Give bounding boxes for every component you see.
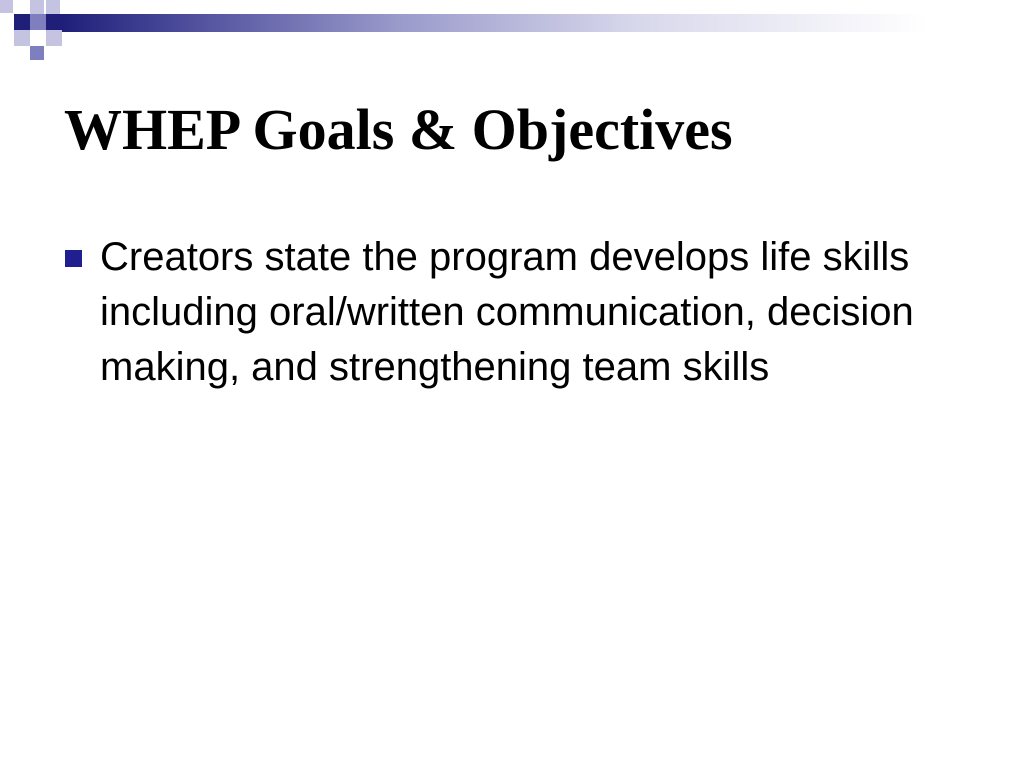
decor-square (46, 14, 62, 30)
square-bullet-icon (65, 250, 82, 267)
decor-square (0, 0, 13, 13)
decor-square (46, 30, 62, 46)
bullet-item (64, 230, 984, 395)
decor-square (14, 30, 30, 46)
bullet-text: Creators state the program develops life skills including oral/written communication, decision making, and strengthening team skills (100, 235, 914, 389)
slide-title: WHEP Goals & Objectives (64, 97, 733, 162)
header-gradient-band (62, 14, 1024, 32)
decor-square (30, 14, 46, 30)
decor-square (14, 14, 30, 30)
corner-decoration (0, 0, 80, 64)
decor-square (30, 0, 44, 14)
bullet-list (64, 230, 984, 395)
decor-square (30, 46, 44, 60)
decor-square (46, 0, 60, 14)
